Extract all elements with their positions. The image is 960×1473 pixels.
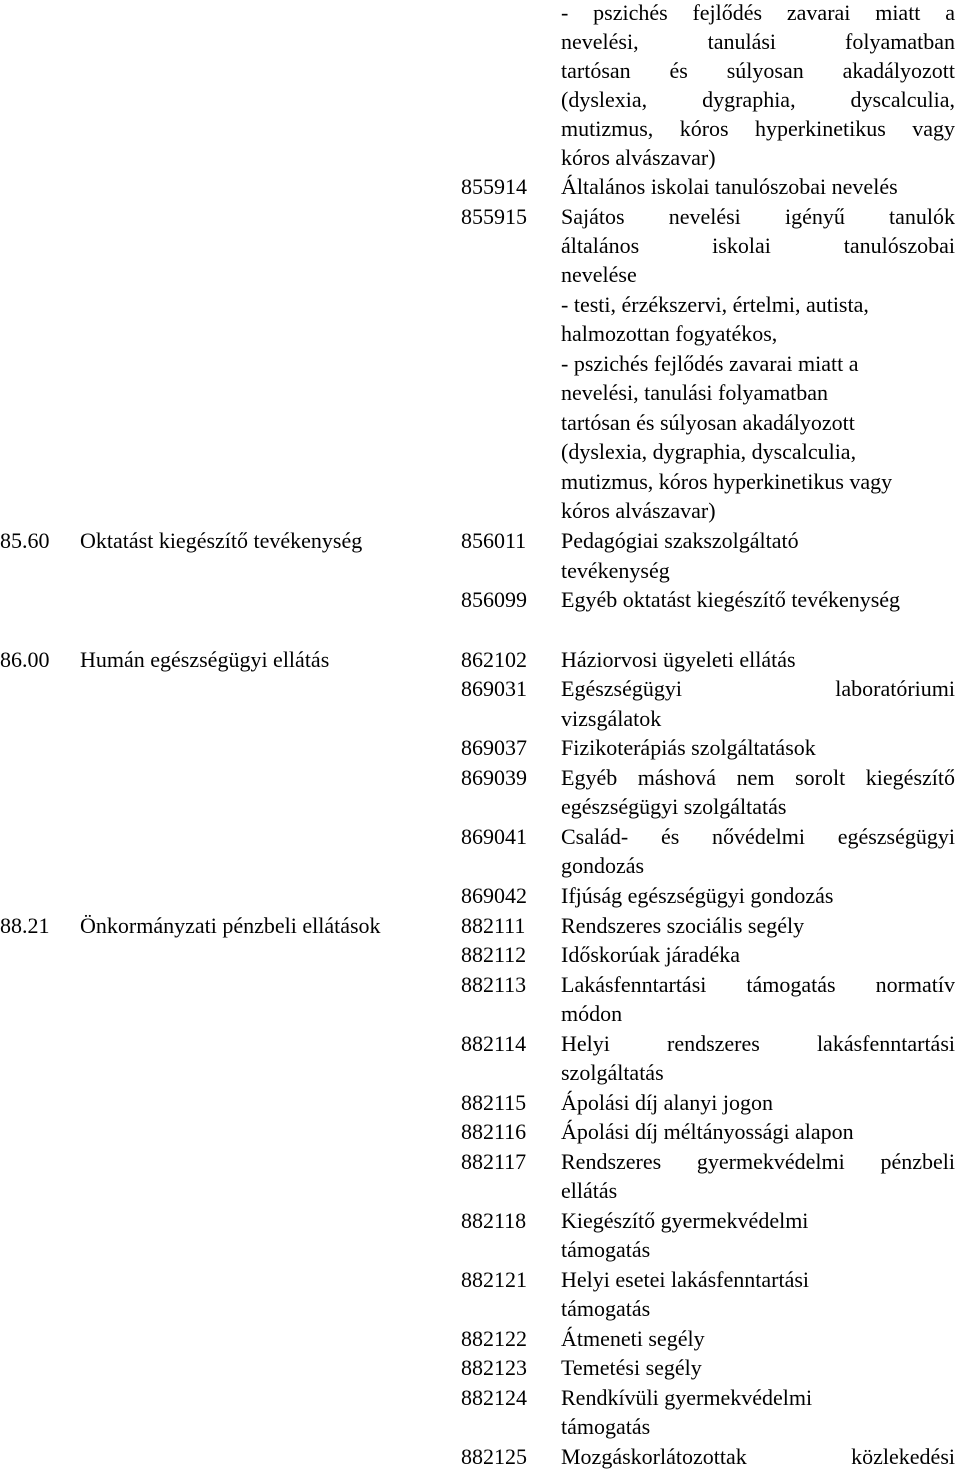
description-line: gondozás xyxy=(561,853,645,878)
group-name: Önkormányzati pénzbeli ellátások xyxy=(80,913,381,938)
description-line: mutizmus, kóros hyperkinetikus vagy xyxy=(561,469,893,494)
description-line: tevékenység xyxy=(561,558,670,583)
description-line: Ifjúság egészségügyi gondozás xyxy=(561,883,834,908)
description-line: Helyi esetei lakásfenntartási xyxy=(561,1267,810,1292)
activity-code: 882124 xyxy=(461,1385,527,1410)
description-line: (dyslexia, dygraphia, dyscalculia, xyxy=(561,439,857,464)
activity-code: 882125 xyxy=(461,1444,527,1469)
description-line: Háziorvosi ügyeleti ellátás xyxy=(561,647,796,672)
description-line: Ápolási díj alanyi jogon xyxy=(561,1090,774,1115)
activity-code: 882122 xyxy=(461,1326,527,1351)
activity-code: 882117 xyxy=(461,1149,527,1174)
activity-code: 882115 xyxy=(461,1090,527,1115)
group-code: 85.60 xyxy=(0,528,50,553)
description-line: kóros alvászavar) xyxy=(561,145,716,170)
description-line: Sajátos nevelési igényű tanulók xyxy=(561,204,955,229)
description-line: halmozottan fogyatékos, xyxy=(561,321,778,346)
activity-code: 882114 xyxy=(461,1031,527,1056)
description-line: nevelési, tanulási folyamatban xyxy=(561,380,828,405)
description-line: - pszichés fejlődés zavarai miatt a xyxy=(561,351,859,376)
description-line: Egészségügyi laboratóriumi xyxy=(561,676,955,701)
description-line: Lakásfenntartási támogatás normatív xyxy=(561,972,955,997)
description-line: (dyslexia, dygraphia, dyscalculia, xyxy=(561,87,955,112)
description-line: támogatás xyxy=(561,1296,651,1321)
description-line: tartósan és súlyosan akadályozott xyxy=(561,410,855,435)
description-line: Pedagógiai szakszolgáltató xyxy=(561,528,799,553)
description-line: Mozgáskorlátozottak közlekedési xyxy=(561,1444,955,1469)
activity-code: 882112 xyxy=(461,942,527,967)
description-line: támogatás xyxy=(561,1237,651,1262)
description-line: Átmeneti segély xyxy=(561,1326,705,1351)
description-line: támogatás xyxy=(561,1414,651,1439)
description-line: - testi, érzékszervi, értelmi, autista, xyxy=(561,292,869,317)
activity-code: 869041 xyxy=(461,824,527,849)
description-line: Rendszeres szociális segély xyxy=(561,913,805,938)
activity-code: 882123 xyxy=(461,1355,527,1380)
activity-code: 882116 xyxy=(461,1119,527,1144)
description-line: Kiegészítő gyermekvédelmi xyxy=(561,1208,809,1233)
description-line: vizsgálatok xyxy=(561,706,662,731)
activity-code: 882121 xyxy=(461,1267,527,1292)
group-name: Oktatást kiegészítő tevékenység xyxy=(80,528,363,553)
activity-code: 856011 xyxy=(461,528,527,553)
activity-code: 882113 xyxy=(461,972,527,997)
description-line: szolgáltatás xyxy=(561,1060,664,1085)
description-line: tartósan és súlyosan akadályozott xyxy=(561,58,955,83)
description-line: nevelése xyxy=(561,262,637,287)
description-line: - pszichés fejlődés zavarai miatt a xyxy=(561,0,955,25)
description-line: módon xyxy=(561,1001,623,1026)
activity-code: 869039 xyxy=(461,765,527,790)
activity-code: 869031 xyxy=(461,676,527,701)
description-line: egészségügyi szolgáltatás xyxy=(561,794,787,819)
description-line: Ápolási díj méltányossági alapon xyxy=(561,1119,854,1144)
description-line: kóros alvászavar) xyxy=(561,498,716,523)
description-line: ellátás xyxy=(561,1178,618,1203)
description-line: Rendszeres gyermekvédelmi pénzbeli xyxy=(561,1149,955,1174)
group-code: 88.21 xyxy=(0,913,50,938)
activity-code: 855915 xyxy=(461,204,527,229)
description-line: Család- és nővédelmi egészségügyi xyxy=(561,824,955,849)
description-line: Általános iskolai tanulószobai nevelés xyxy=(561,174,898,199)
description-line: Időskorúak járadéka xyxy=(561,942,740,967)
group-code: 86.00 xyxy=(0,647,50,672)
description-line: Helyi rendszeres lakásfenntartási xyxy=(561,1031,955,1056)
activity-code: 882111 xyxy=(461,913,526,938)
activity-code: 869037 xyxy=(461,735,527,760)
description-line: nevelési, tanulási folyamatban xyxy=(561,29,955,54)
group-name: Humán egészségügyi ellátás xyxy=(80,647,330,672)
activity-code: 862102 xyxy=(461,647,527,672)
description-line: Egyéb oktatást kiegészítő tevékenység xyxy=(561,587,901,612)
description-line: Rendkívüli gyermekvédelmi xyxy=(561,1385,813,1410)
description-line: általános iskolai tanulószobai xyxy=(561,233,955,258)
description-line: Fizikoterápiás szolgáltatások xyxy=(561,735,816,760)
description-line: Egyéb máshová nem sorolt kiegészítő xyxy=(561,765,955,790)
description-line: Temetési segély xyxy=(561,1355,702,1380)
activity-code: 855914 xyxy=(461,174,527,199)
activity-code: 869042 xyxy=(461,883,527,908)
description-line: mutizmus, kóros hyperkinetikus vagy xyxy=(561,116,955,141)
activity-code: 882118 xyxy=(461,1208,527,1233)
activity-code: 856099 xyxy=(461,587,527,612)
